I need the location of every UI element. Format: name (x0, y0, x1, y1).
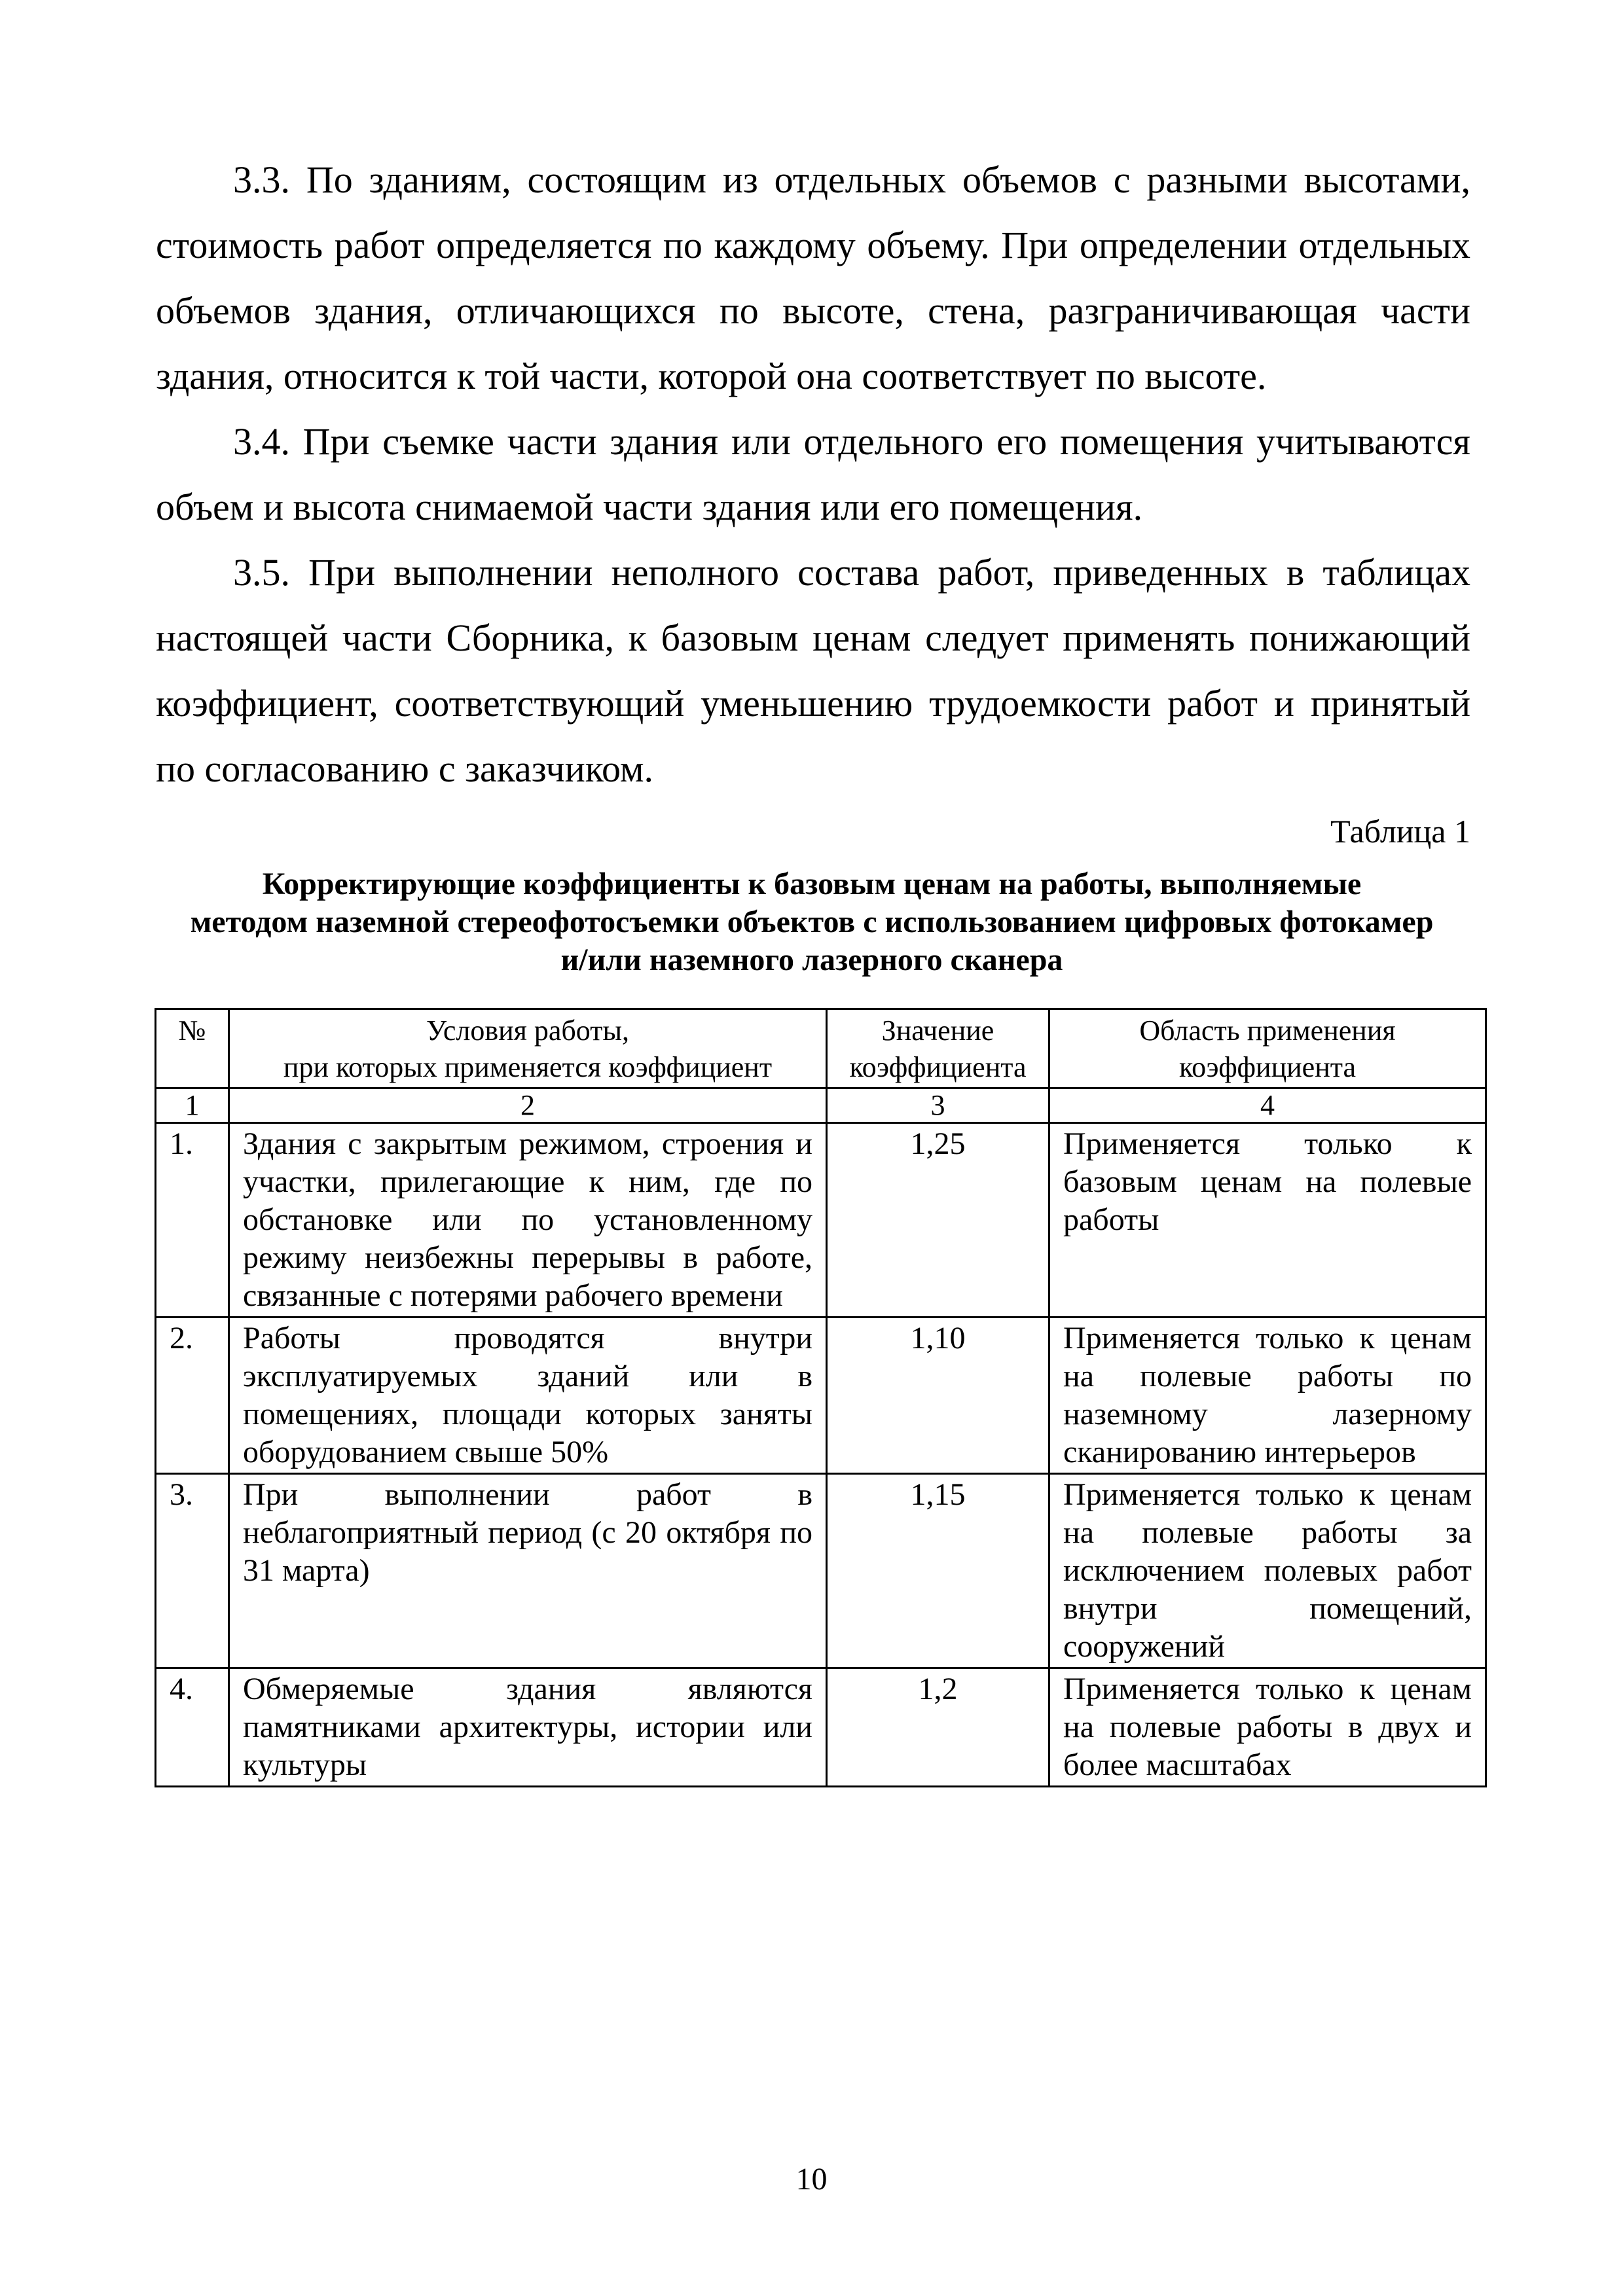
table-title-line: Корректирующие коэффициенты к базовым ценам на работы, выполняемые (262, 867, 1362, 901)
row-scope: Применяется только к базовым ценам на полевые работы (1049, 1123, 1486, 1318)
row-number: 1. (156, 1123, 229, 1318)
row-number: 3. (156, 1474, 229, 1668)
header-value-line: коэффициента (849, 1051, 1027, 1083)
column-number: 3 (827, 1088, 1049, 1123)
table-title-line: методом наземной стереофотосъемки объектов с использованием цифровых фотокамер (190, 905, 1434, 939)
column-number: 4 (1049, 1088, 1486, 1123)
table-row (156, 1318, 1486, 1474)
row-number: 4. (156, 1668, 229, 1787)
row-condition: Обмеряемые здания являются памятниками архитектуры, истории или культуры (229, 1668, 827, 1787)
header-scope-line: коэффициента (1178, 1051, 1357, 1083)
header-conditions-line: Условия работы, (426, 1014, 630, 1047)
header-number: № (156, 1009, 229, 1088)
table-header-row (156, 1009, 1486, 1088)
row-scope: Применяется только к ценам на полевые работы по наземному лазерному сканированию интерьеров (1049, 1318, 1486, 1474)
column-number: 1 (156, 1088, 229, 1123)
row-scope: Применяется только к ценам на полевые работы за исключением полевых работ внутри помещений, сооружений (1049, 1474, 1486, 1668)
row-value: 1,10 (827, 1318, 1049, 1474)
header-scope (1049, 1009, 1486, 1088)
paragraph-3-4: 3.4. При съемке части здания или отдельного его помещения учитываются объем и высота снимаемой части здания или его помещения. (156, 420, 1470, 528)
row-value: 1,15 (827, 1474, 1049, 1668)
row-condition: Здания с закрытым режимом, строения и участки, прилегающие к ним, где по обстановке или по установленному режиму неизбежны перерывы в работе, связанные с потерями рабочего времени (229, 1123, 827, 1318)
table-row (156, 1474, 1486, 1668)
row-number: 2. (156, 1318, 229, 1474)
header-value-line: Значение (881, 1014, 994, 1047)
row-value: 1,2 (827, 1668, 1049, 1787)
row-condition: При выполнении работ в неблагоприятный период (с 20 октября по 31 марта) (229, 1474, 827, 1668)
header-scope-line: Область применения (1139, 1014, 1396, 1047)
paragraph-3-5: 3.5. При выполнении неполного состава работ, приведенных в таблицах настоящей части Сборника, к базовым ценам следует применять понижающий коэффициент, соответствующий уменьшению трудоемкости работ и принятый по согласованию с заказчиком. (156, 551, 1470, 790)
row-scope: Применяется только к ценам на полевые работы в двух и более масштабах (1049, 1668, 1486, 1787)
table-row (156, 1123, 1486, 1318)
coefficients-table (155, 1008, 1487, 1787)
column-numbers-row (156, 1088, 1486, 1123)
table-title-line: и/или наземного лазерного сканера (560, 942, 1063, 977)
header-conditions-line: при которых применяется коэффициент (283, 1051, 773, 1083)
row-condition: Работы проводятся внутри эксплуатируемых зданий или в помещениях, площади которых заняты оборудованием свыше 50% (229, 1318, 827, 1474)
table-row (156, 1668, 1486, 1787)
table-title (144, 865, 1480, 979)
column-number: 2 (229, 1088, 827, 1123)
paragraph-3-3: 3.3. По зданиям, состоящим из отдельных объемов с разными высотами, стоимость работ определяется по каждому объему. При определении отдельных объемов здания, отличающихся по высоте, стена, разграничивающая части здания, относится к той части, которой она соответствует по высоте. (156, 158, 1470, 397)
page-number: 10 (795, 2162, 828, 2197)
row-value: 1,25 (827, 1123, 1049, 1318)
table-label: Таблица 1 (1330, 813, 1470, 850)
header-value (827, 1009, 1049, 1088)
header-conditions (229, 1009, 827, 1088)
